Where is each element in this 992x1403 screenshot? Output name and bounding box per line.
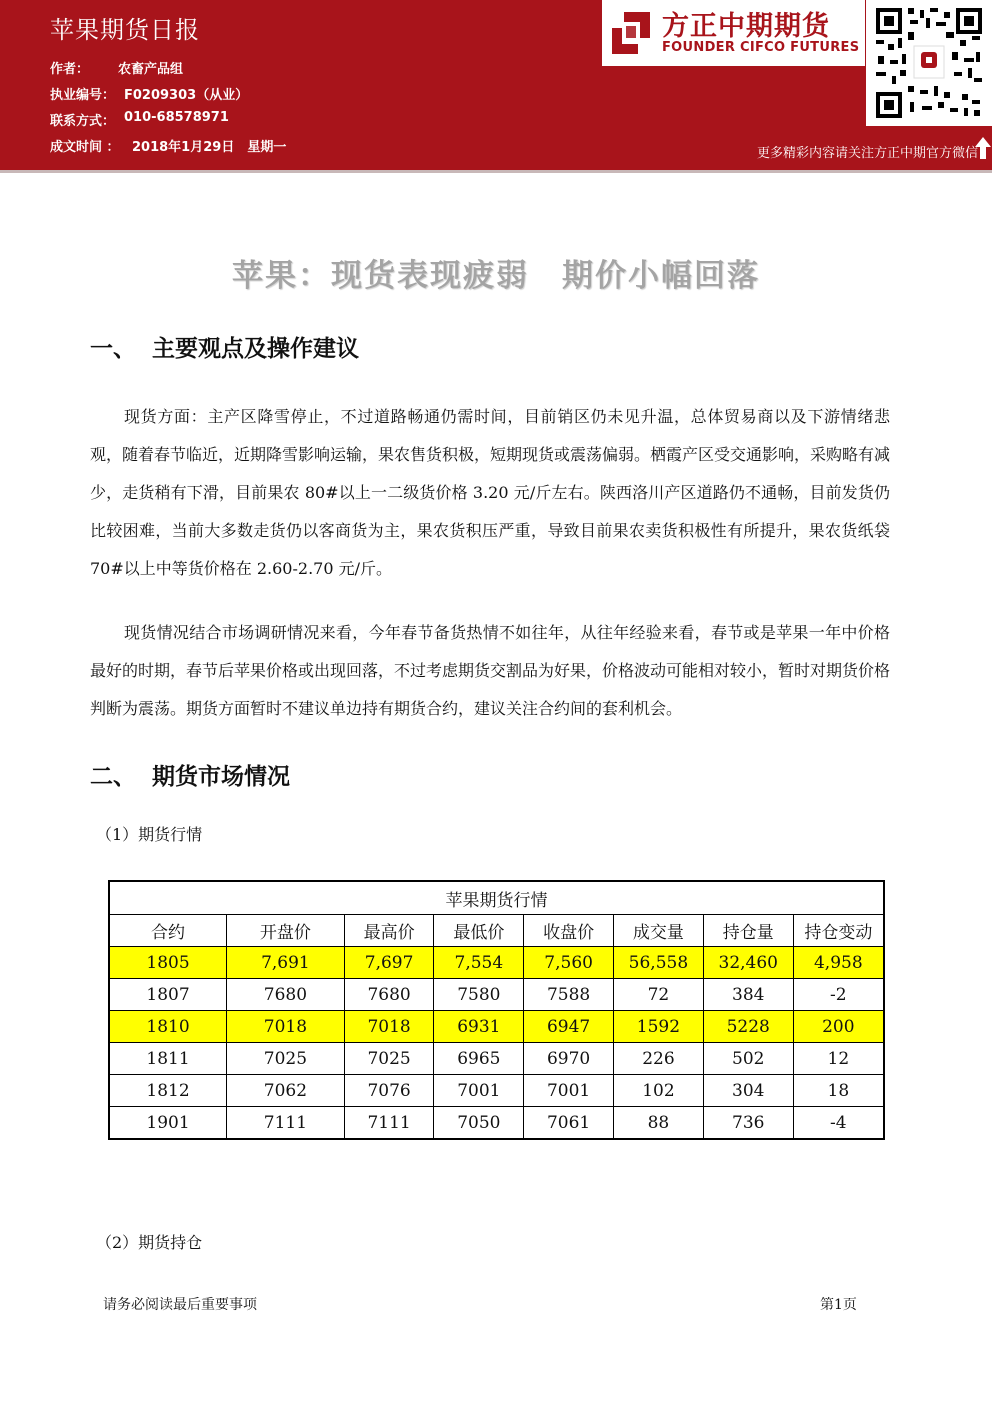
logo-english-name: FOUNDER CIFCO FUTURES — [662, 40, 860, 55]
logo-chinese-name: 方正中期期货 — [662, 11, 830, 42]
wechat-qr-code — [866, 0, 992, 126]
table-caption-row — [109, 881, 884, 915]
founder-logo-icon — [606, 8, 656, 58]
report-header — [0, 0, 992, 170]
disclaimer-note: 请务必阅读最后重要事项 — [103, 1297, 257, 1313]
column-header: 开盘价 — [227, 915, 345, 947]
table-cell: 6965 — [434, 1043, 524, 1075]
company-logo — [602, 0, 865, 66]
table-cell: 7061 — [524, 1107, 614, 1140]
header-divider — [0, 170, 992, 173]
section-2-title: 期货市场情况 — [152, 764, 290, 790]
table-cell: 12 — [793, 1043, 884, 1075]
table-row — [109, 1107, 884, 1140]
table-cell: 7,697 — [344, 947, 434, 979]
table-cell: -2 — [793, 979, 884, 1011]
table-cell: 7018 — [344, 1011, 434, 1043]
page-number: 第1页 — [820, 1297, 857, 1313]
section-2-heading — [90, 758, 290, 791]
table-cell: 7076 — [344, 1075, 434, 1107]
table-row — [109, 979, 884, 1011]
outlook-paragraph: 现货情况结合市场调研情况来看，今年春节备货热情不如往年，从往年经验来看，春节或是苹果一年中价格最好的时期，春节后苹果价格或出现回落，不过考虑期货交割品为好果，价格波动可能相对较小，暂时对期货价格判断为震荡。期货方面暂时不建议单边持有期货合约，建议关注合约间的套利机会。 — [90, 623, 891, 718]
table-cell: -4 — [793, 1107, 884, 1140]
spot-market-paragraph: 现货方面：主产区降雪停止，不过道路畅通仍需时间，目前销区仍未见升温，总体贸易商以及下游情绪悲观，随着春节临近，近期降雪影响运输，果农售货积极，短期现货或震荡偏弱。栖霞产区受交通影响，采购略有减少，走货稍有下滑，目前果农 80#以上一二级货价格 3.20 元/斤左右。陕西洛川产区道路仍不通畅，目前发货仍比较困难，当前大多数走货仍以客商货为主，果农货积压严重，导致目前果农卖货积极性有所提升，果农货纸袋 70#以上中等货价格在 2.60-2.70 元/斤。 — [90, 407, 891, 578]
table-cell: 18 — [793, 1075, 884, 1107]
column-header: 合约 — [109, 915, 227, 947]
column-header: 持仓变动 — [793, 915, 884, 947]
date-value: 2018年1月29日 星期一 — [132, 140, 287, 155]
date-label: 成文时间 ： — [50, 140, 120, 155]
table-row — [109, 1011, 884, 1043]
author-value: 农畜产品组 — [118, 62, 184, 77]
table-row — [109, 947, 884, 979]
table-cell: 7025 — [344, 1043, 434, 1075]
table-cell: 736 — [703, 1107, 793, 1140]
wechat-follow-tip: 更多精彩内容请关注方正中期官方微信 — [756, 146, 978, 161]
section-1-title: 主要观点及操作建议 — [152, 336, 359, 362]
section-2-number: 二、 — [90, 764, 136, 790]
table-cell: 1807 — [109, 979, 227, 1011]
table-cell: 72 — [614, 979, 704, 1011]
author-label: 作者： — [50, 62, 90, 77]
table-cell: 502 — [703, 1043, 793, 1075]
table-cell: 1592 — [614, 1011, 704, 1043]
date-row — [50, 136, 287, 155]
table-caption: 苹果期货行情 — [109, 881, 884, 915]
table-cell: 4,958 — [793, 947, 884, 979]
phone-label: 联系方式： — [50, 114, 116, 129]
column-header: 成交量 — [614, 915, 704, 947]
table-cell: 384 — [703, 979, 793, 1011]
table-cell: 1805 — [109, 947, 227, 979]
table-cell: 1901 — [109, 1107, 227, 1140]
table-cell: 5228 — [703, 1011, 793, 1043]
table-cell: 102 — [614, 1075, 704, 1107]
table-cell: 1812 — [109, 1075, 227, 1107]
table-cell: 7018 — [227, 1011, 345, 1043]
license-value: F0209303（从业） — [124, 88, 249, 103]
table-cell: 7,560 — [524, 947, 614, 979]
futures-quotes-subheading: （1）期货行情 — [96, 825, 203, 844]
table-cell: 200 — [793, 1011, 884, 1043]
table-cell: 1811 — [109, 1043, 227, 1075]
table-cell: 7025 — [227, 1043, 345, 1075]
table-cell: 7050 — [434, 1107, 524, 1140]
document-title: 苹果：现货表现疲弱 期价小幅回落 — [232, 258, 760, 294]
column-header: 收盘价 — [524, 915, 614, 947]
table-cell: 7,554 — [434, 947, 524, 979]
qr-code-icon — [874, 6, 984, 120]
table-cell: 56,558 — [614, 947, 704, 979]
table-cell: 7001 — [434, 1075, 524, 1107]
table-cell: 226 — [614, 1043, 704, 1075]
futures-positions-subheading: （2）期货持仓 — [96, 1233, 203, 1252]
table-cell: 32,460 — [703, 947, 793, 979]
phone-row — [50, 110, 229, 129]
phone-value: 010-68578971 — [124, 110, 229, 125]
report-title: 苹果期货日报 — [50, 16, 200, 44]
author-row — [50, 58, 184, 77]
apple-futures-table — [108, 880, 885, 1140]
section-1-number: 一、 — [90, 336, 136, 362]
table-cell: 7111 — [227, 1107, 345, 1140]
column-header: 最低价 — [434, 915, 524, 947]
license-label: 执业编号： — [50, 88, 116, 103]
table-cell: 7588 — [524, 979, 614, 1011]
table-cell: 7,691 — [227, 947, 345, 979]
up-arrow-icon — [974, 136, 992, 160]
table-row — [109, 1075, 884, 1107]
table-header-row — [109, 915, 884, 947]
table-row — [109, 1043, 884, 1075]
table-cell: 6970 — [524, 1043, 614, 1075]
table-cell: 7062 — [227, 1075, 345, 1107]
table-cell: 7580 — [434, 979, 524, 1011]
table-cell: 6947 — [524, 1011, 614, 1043]
section-1-heading — [90, 330, 359, 363]
license-row — [50, 84, 249, 103]
column-header: 持仓量 — [703, 915, 793, 947]
table-cell: 304 — [703, 1075, 793, 1107]
table-cell: 7680 — [344, 979, 434, 1011]
table-cell: 1810 — [109, 1011, 227, 1043]
table-cell: 88 — [614, 1107, 704, 1140]
table-cell: 7680 — [227, 979, 345, 1011]
table-cell: 7001 — [524, 1075, 614, 1107]
table-cell: 7111 — [344, 1107, 434, 1140]
table-cell: 6931 — [434, 1011, 524, 1043]
column-header: 最高价 — [344, 915, 434, 947]
